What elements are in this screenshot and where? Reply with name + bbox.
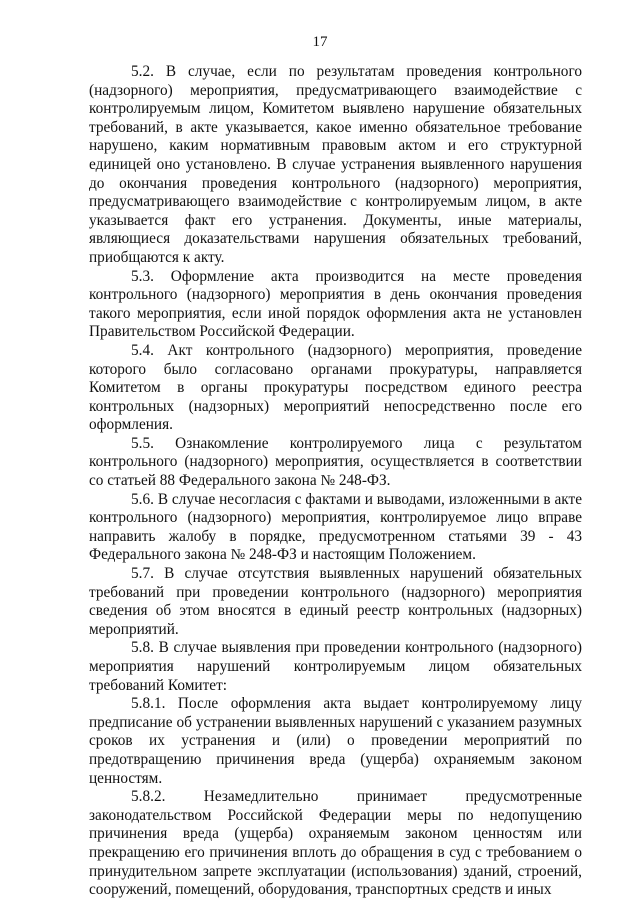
paragraph-5-8: 5.8. В случае выявления при проведении контрольного (надзорного) мероприятия нарушений контролируемым лицом обязательных требований Комитет: <box>89 639 582 694</box>
document-body <box>89 63 582 900</box>
paragraph-5-3: 5.3. Оформление акта производится на месте проведения контрольного (надзорного) мероприятия в день окончания проведения такого мероприятия, если иной порядок оформления акта не установлен Правительством Российской Федерации. <box>89 267 582 341</box>
page-number: 17 <box>312 34 328 50</box>
paragraph-5-6: 5.6. В случае несогласия с фактами и выводами, изложенными в акте контрольного (надзорного) мероприятия, контролируемое лицо вправе направить жалобу в порядке, предусмотренном статьями 39 - 43 Федерального закона № 248-ФЗ и настоящим Положением. <box>89 490 582 564</box>
paragraph-5-8-2: 5.8.2. Незамедлительно принимает предусмотренные законодательством Российской Федерации меры по недопущению причинения вреда (ущерба) охраняемым законом ценностям или прекращению его причинения вплоть до обращения в суд с требованием о принудительном запрете эксплуатации (использования) зданий, строений, сооружений, помещений, оборудования, транспортных средств и иных <box>89 788 582 899</box>
paragraph-5-2: 5.2. В случае, если по результатам проведения контрольного (надзорного) мероприятия, предусматривающего взаимодействие с контролируемым лицом, Комитетом выявлено нарушение обязательных требований, в акте указывается, какое именно обязательное требование нарушено, каким нормативным правовым актом и его структурной единицей оно установлено. В случае устранения выявленного нарушения до окончания проведения контрольного (надзорного) мероприятия, предусматривающего взаимодействие с контролируемым лицом, в акте указывается факт его устранения. Документы, иные материалы, являющиеся доказательствами нарушения обязательных требований, приобщаются к акту. <box>89 63 582 266</box>
paragraph-5-8-1: 5.8.1. После оформления акта выдает контролируемому лицу предписание об устранении выявленных нарушений с указанием разумных сроков их устранения и (или) о проведении мероприятий по предотвращению причинения вреда (ущерба) охраняемым законом ценностям. <box>89 695 582 787</box>
paragraph-5-7: 5.7. В случае отсутствия выявленных нарушений обязательных требований при проведении контрольного (надзорного) мероприятия сведения об этом вносятся в единый реестр контрольных (надзорных) мероприятий. <box>89 565 582 638</box>
paragraph-5-4: 5.4. Акт контрольного (надзорного) мероприятия, проведение которого было согласовано органами прокуратуры, направляется Комитетом в органы прокуратуры посредством единого реестра контрольных (надзорных) мероприятий непосредственно после его оформления. <box>89 341 582 434</box>
paragraph-5-5: 5.5. Ознакомление контролируемого лица с результатом контрольного (надзорного) мероприятия, осуществляется в соответствии со статьей 88 Федерального закона № 248-ФЗ. <box>89 434 582 490</box>
